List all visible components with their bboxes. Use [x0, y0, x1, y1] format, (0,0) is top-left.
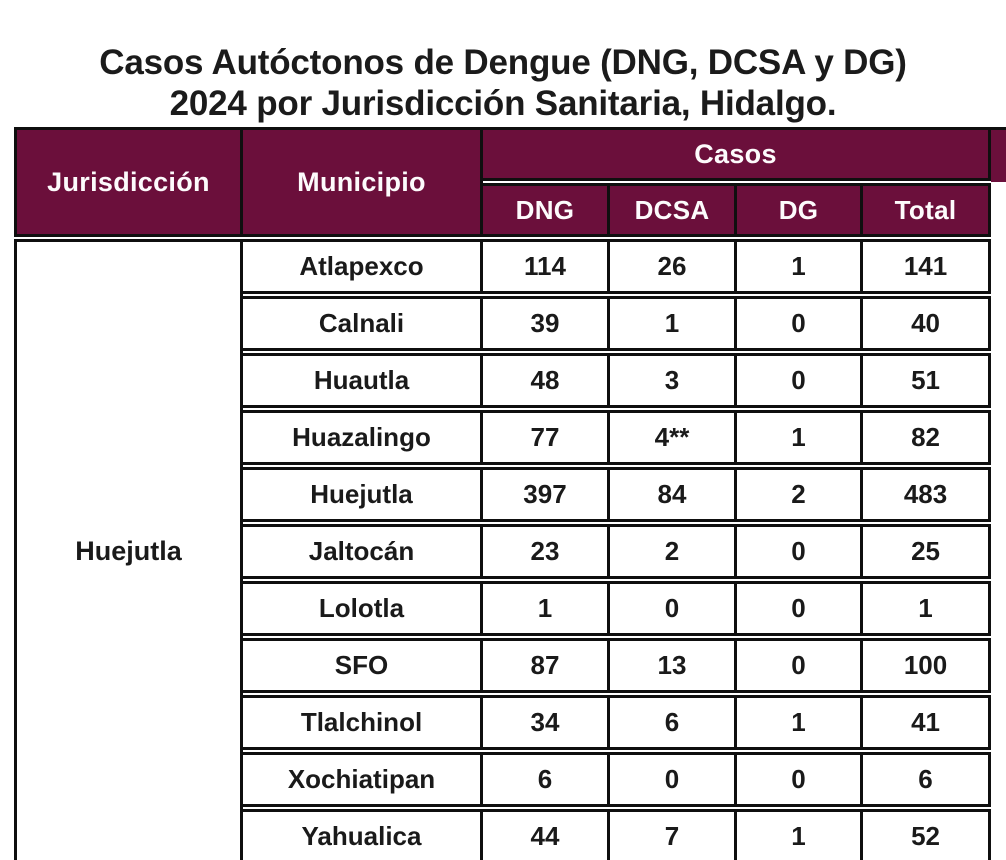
municipio-cell: Lolotla [243, 581, 483, 636]
municipio-cell: Huazalingo [243, 410, 483, 465]
dg-cell: 1 [737, 239, 863, 294]
dcsa-cell: 3 [610, 353, 737, 408]
header-row-main [14, 127, 991, 181]
municipio-cell: Jaltocán [243, 524, 483, 579]
header-casos: Casos [483, 127, 991, 181]
header-jurisdiccion: Jurisdicción [14, 127, 243, 237]
dng-cell: 23 [483, 524, 610, 579]
total-cell: 100 [863, 638, 991, 693]
dng-cell: 34 [483, 695, 610, 750]
header-total: Total [863, 183, 991, 237]
dcsa-cell: 84 [610, 467, 737, 522]
municipio-cell: Huautla [243, 353, 483, 408]
jurisdiction-cell: Huejutla [14, 239, 243, 860]
header-dg: DG [737, 183, 863, 237]
municipio-cell: Calnali [243, 296, 483, 351]
municipio-cell: Huejutla [243, 467, 483, 522]
dg-cell: 2 [737, 467, 863, 522]
total-cell: 41 [863, 695, 991, 750]
dcsa-cell: 13 [610, 638, 737, 693]
dcsa-cell: 1 [610, 296, 737, 351]
dg-cell: 1 [737, 695, 863, 750]
dcsa-cell: 7 [610, 809, 737, 860]
total-cell: 1 [863, 581, 991, 636]
dng-cell: 397 [483, 467, 610, 522]
total-cell: 25 [863, 524, 991, 579]
table-row [14, 239, 991, 294]
total-cell: 82 [863, 410, 991, 465]
title-line-1: Casos Autóctonos de Dengue (DNG, DCSA y DG) [99, 43, 907, 82]
municipio-cell: Xochiatipan [243, 752, 483, 807]
dg-cell: 0 [737, 638, 863, 693]
municipio-cell: Tlalchinol [243, 695, 483, 750]
total-cell: 40 [863, 296, 991, 351]
dng-cell: 87 [483, 638, 610, 693]
dng-cell: 77 [483, 410, 610, 465]
header-dcsa: DCSA [610, 183, 737, 237]
dcsa-cell: 0 [610, 752, 737, 807]
municipio-cell: SFO [243, 638, 483, 693]
dg-cell: 0 [737, 296, 863, 351]
dengue-table [14, 125, 991, 860]
total-cell: 51 [863, 353, 991, 408]
dcsa-cell: 0 [610, 581, 737, 636]
dng-cell: 48 [483, 353, 610, 408]
dng-cell: 114 [483, 239, 610, 294]
header-dng: DNG [483, 183, 610, 237]
dcsa-cell: 26 [610, 239, 737, 294]
dg-cell: 0 [737, 524, 863, 579]
title-line-2: 2024 por Jurisdicción Sanitaria, Hidalgo. [169, 84, 837, 123]
dng-cell: 6 [483, 752, 610, 807]
dng-cell: 39 [483, 296, 610, 351]
dcsa-cell: 4** [610, 410, 737, 465]
dcsa-cell: 2 [610, 524, 737, 579]
municipio-cell: Yahualica [243, 809, 483, 860]
total-cell: 483 [863, 467, 991, 522]
header-municipio: Municipio [243, 127, 483, 237]
total-cell: 6 [863, 752, 991, 807]
municipio-cell: Atlapexco [243, 239, 483, 294]
dg-cell: 1 [737, 410, 863, 465]
dcsa-cell: 6 [610, 695, 737, 750]
total-cell: 52 [863, 809, 991, 860]
dg-cell: 1 [737, 809, 863, 860]
dg-cell: 0 [737, 752, 863, 807]
total-cell: 141 [863, 239, 991, 294]
casos-band-extension [991, 127, 1006, 182]
dg-cell: 0 [737, 353, 863, 408]
dng-cell: 44 [483, 809, 610, 860]
dng-cell: 1 [483, 581, 610, 636]
page-title [0, 42, 1006, 124]
dg-cell: 0 [737, 581, 863, 636]
